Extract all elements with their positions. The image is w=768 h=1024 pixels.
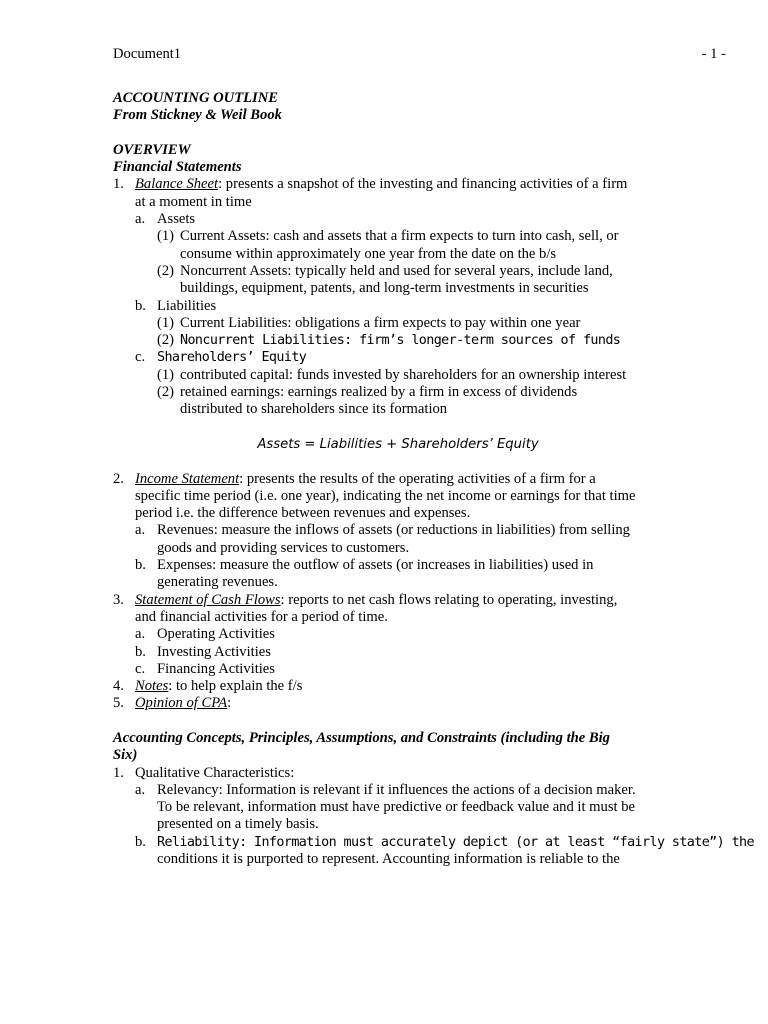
list-item-continuation: specific time period (i.e. one year), indicating the net income or earnings for that time <box>135 487 636 504</box>
accounting-equation: Assets = Liabilities + Shareholders’ Equity <box>257 436 539 452</box>
doc-title: ACCOUNTING OUTLINE <box>113 90 278 106</box>
subsublist-item: (2) Noncurrent Liabilities: firm’s longer-term sources of funds <box>157 332 621 349</box>
sublist-item-revenues: a. Revenues: measure the inflows of assets (or reductions in liabilities) from selling <box>135 522 630 539</box>
section-subheading-financial-statements: Financial Statements <box>113 159 242 176</box>
term-income-statement: Income Statement <box>135 470 240 487</box>
section-heading-overview: OVERVIEW <box>113 141 191 158</box>
sublist-continuation: conditions it is purported to represent. Accounting information is reliable to the <box>157 851 620 868</box>
list-item-qualitative: 1. Qualitative Characteristics: <box>113 764 295 781</box>
list-item-continuation: and financial activities for a period of time. <box>135 608 388 625</box>
sublist-item-expenses: b. Expenses: measure the outflow of assets (or increases in liabilities) used in <box>135 557 594 574</box>
sublist-continuation: generating revenues. <box>157 574 278 591</box>
sublist-item: a. Operating Activities <box>135 626 275 643</box>
sublist-item-relevancy: a. Relevancy: Information is relevant if it influences the actions of a decision maker. <box>135 781 636 798</box>
subsublist-item: (1) Current Assets: cash and assets that a firm expects to turn into cash, sell, or <box>157 228 619 245</box>
sublist-item-equity: c. Shareholders’ Equity <box>135 349 307 366</box>
page-number: - 1 - <box>701 46 726 62</box>
section-heading-concepts-cont: Six) <box>113 747 138 764</box>
subsublist-item: (1) contributed capital: funds invested by shareholders for an ownership interest <box>157 366 627 383</box>
list-item-continuation: at a moment in time <box>135 193 252 210</box>
document-name: Document1 <box>113 46 182 62</box>
sublist-item: b. Investing Activities <box>135 643 271 660</box>
list-item-continuation: period i.e. the difference between revenues and expenses. <box>135 505 471 522</box>
sublist-continuation: goods and providing services to customers. <box>157 539 410 556</box>
subsublist-continuation: distributed to shareholders since its formation <box>180 401 448 418</box>
list-item-opinion: 5. Opinion of CPA: <box>113 695 232 712</box>
subsublist-item: (2) Noncurrent Assets: typically held and used for several years, include land, <box>157 262 613 279</box>
sublist-continuation: To be relevant, information must have predictive or feedback value and it must be <box>157 799 635 816</box>
doc-subtitle: From Stickney & Weil Book <box>113 107 282 124</box>
sublist-item: c. Financing Activities <box>135 660 275 677</box>
term-balance-sheet: Balance Sheet <box>135 176 219 193</box>
sublist-item-liabilities: b. Liabilities <box>135 297 217 314</box>
term-cash-flows: Statement of Cash Flows <box>135 591 281 608</box>
list-item-cash-flows: 3. Statement of Cash Flows: reports to net cash flows relating to operating, investing, <box>113 591 618 608</box>
term-opinion-of-cpa: Opinion of CPA <box>135 695 228 712</box>
subsublist-continuation: consume within approximately one year from the date on the b/s <box>180 245 557 262</box>
sublist-item-assets: a. Assets <box>135 211 196 228</box>
subsublist-item: (2) retained earnings: earnings realized by a firm in excess of dividends <box>157 384 578 401</box>
list-item-income-statement: 2. Income Statement: presents the results of the operating activities of a firm for a <box>113 470 596 487</box>
sublist-continuation: presented on a timely basis. <box>157 816 319 833</box>
document-body <box>113 90 754 868</box>
list-item-balance-sheet: 1. Balance Sheet: presents a snapshot of the investing and financing activities of a firm <box>113 176 628 193</box>
subsublist-continuation: buildings, equipment, patents, and long-term investments in securities <box>180 280 589 297</box>
sublist-item-reliability: b. Reliability: Information must accurately depict (or at least “fairly state”) the <box>135 833 754 850</box>
list-item-notes: 4. Notes: to help explain the f/s <box>113 678 303 695</box>
subsublist-item: (1) Current Liabilities: obligations a firm expects to pay within one year <box>157 314 581 331</box>
section-heading-concepts: Accounting Concepts, Principles, Assumptions, and Constraints (including the Big <box>113 729 610 746</box>
term-notes: Notes <box>135 678 169 695</box>
